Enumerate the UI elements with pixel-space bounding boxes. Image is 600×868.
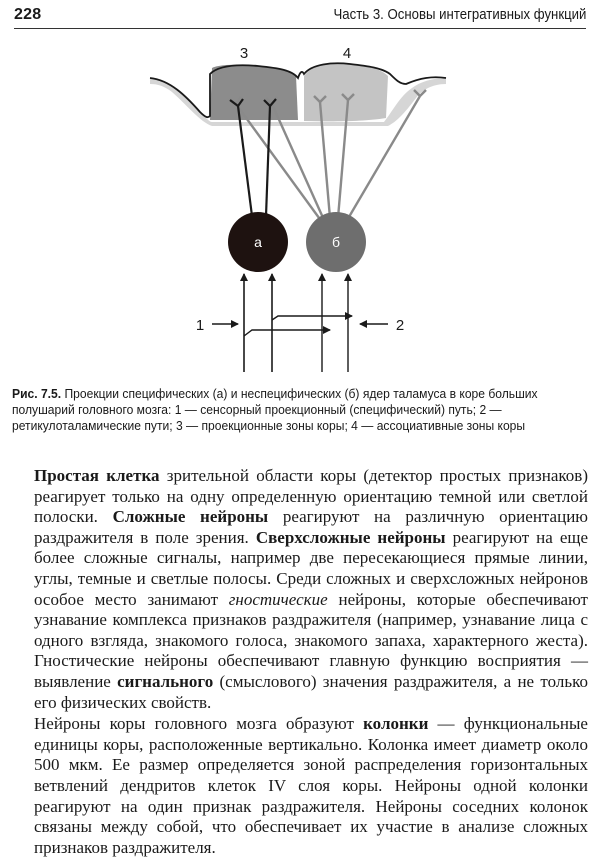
caption-text: Проекции специфических (а) и неспецифических (б) ядер таламуса в коре больших полушарий головного мозга: 1 — сенсорный проекционный (специфический) путь; 2 — ретикулоталамические пути; 3 — проекционные зоны коры; 4 — ассоциативные зоны коры [12,386,538,433]
nonspecific-afferents [322,274,348,372]
paragraph-1-text-3: реагируют на еще более сложные сигналы, например две пересекающиеся прямые линии, углы, темные и светлые полосы. Среди сложных и сверхсложных нейронов особое место занимают [34,527,588,609]
pathway-1-label: 1 [195,317,205,334]
header-rule [14,28,586,29]
thalamus-projection-diagram [0,30,600,380]
figure-label: Рис. 7.5. [12,386,62,401]
pathway-2-label: 2 [395,317,405,334]
page-header [14,0,586,28]
figure-caption [12,386,548,434]
term-hypercomplex-neurons: Сверхсложные нейроны [255,527,446,547]
paragraph-1-text-4: нейроны, которые обеспечивают узнавание комплекса признаков раздражителя (например, узнавание лица с одного взгляда, знакомого голоса, знакомого запаха, характерного жеста). Гностические нейроны обеспечивают главную функцию восприятия — выявление [34,589,588,691]
term-complex-neurons: Сложные нейроны [112,507,269,527]
term-gnostic: гностические [228,589,328,609]
paragraph-2-text-2: — функциональные единицы коры, расположенные вертикально. Колонка имеет диаметр около 500 мкм. Ее размер определяется зоной распределения горизонтальных ветвлений дендритов клеток IV слоя коры. Нейроны одной колонки реагируют на один признак раздражителя. Нейроны соседних колонок связаны между собой, что обеспечивает их участие в анализе сложных признаков раздражителя. [34,714,588,857]
running-title: Часть 3. Основы интегративных функций [333,6,586,23]
specific-afferents [244,274,272,372]
nucleus-b-label: б [331,234,341,250]
paragraph-2 [34,714,588,858]
page-number: 228 [14,6,42,23]
term-signal: сигнального [117,671,214,691]
paragraph-1-text-5: (смыслового) значения раздражителя, а не только его физических свойств. [34,671,588,712]
term-columns: колонки [363,714,429,734]
cortex-column-3 [210,65,298,120]
body-text [34,466,588,858]
term-simple-cell: Простая клетка [34,466,160,485]
paragraph-1 [34,466,588,713]
collateral-branches [244,316,352,336]
column-3-label: 3 [239,45,249,62]
cortex-surface [150,78,446,126]
paragraph-1-text-1: зрительной области коры (детектор простых признаков) реагирует только на одну определенную ориентацию темной или светлой полоски. [34,466,588,527]
paragraph-2-text-1: Нейроны коры головного мозга образуют [34,714,364,734]
paragraph-1-text-2: реагируют на различную ориентацию раздражителя в поле зрения. [34,507,588,547]
column-4-label: 4 [342,45,352,62]
nucleus-a-label: а [254,234,262,250]
